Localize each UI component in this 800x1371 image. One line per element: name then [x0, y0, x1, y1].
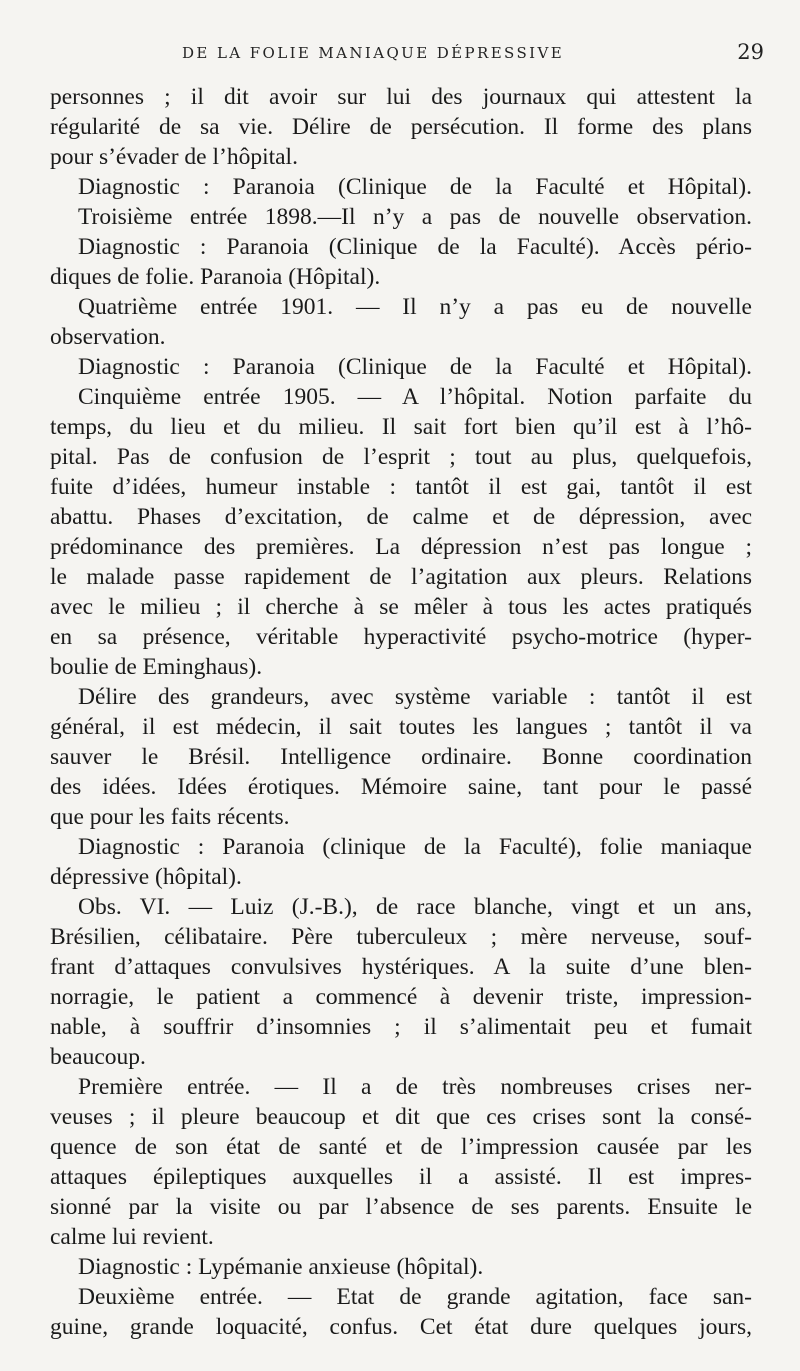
text-line: sionné par la visite ou par l’absence de ses parents. Ensuite le	[50, 1194, 752, 1220]
text-line: général, il est médecin, il sait toutes les langues ; tantôt il va	[50, 714, 752, 740]
text-line: abattu. Phases d’excitation, de calme et de dépression, avec	[50, 504, 752, 530]
text-line: Première entrée. — Il a de très nombreuses crises ner-	[78, 1074, 752, 1100]
text-line: boulie de Eminghaus).	[50, 654, 263, 680]
text-line: veuses ; il pleure beaucoup et dit que ces crises sont la consé-	[50, 1104, 752, 1130]
text-line: nable, à souffrir d’insomnies ; il s’alimentait peu et fumait	[50, 1014, 752, 1040]
text-line: en sa présence, véritable hyperactivité psycho-motrice (hyper-	[50, 624, 752, 650]
text-line: dépressive (hôpital).	[50, 864, 242, 890]
text-line: Obs. VI. — Luiz (J.-B.), de race blanche, vingt et un ans,	[78, 894, 752, 920]
text-line: pour s’évader de l’hôpital.	[50, 144, 298, 170]
text-line: observation.	[50, 324, 166, 350]
text-line: Diagnostic : Paranoia (Clinique de la Faculté et Hôpital).	[78, 354, 752, 380]
running-head: DE LA FOLIE MANIAQUE DÉPRESSIVE	[182, 44, 565, 62]
text-line: le malade passe rapidement de l’agitation aux pleurs. Relations	[50, 564, 752, 590]
text-line: avec le milieu ; il cherche à se mêler à tous les actes pratiqués	[50, 594, 752, 620]
text-line: fuite d’idées, humeur instable : tantôt il est gai, tantôt il est	[50, 474, 752, 500]
text-line: Diagnostic : Paranoia (Clinique de la Faculté). Accès pério-	[78, 234, 752, 260]
text-line: Délire des grandeurs, avec système variable : tantôt il est	[78, 684, 752, 710]
text-line: guine, grande loquacité, confus. Cet état dure quelques jours,	[50, 1314, 752, 1340]
text-line: des idées. Idées érotiques. Mémoire saine, tant pour le passé	[50, 774, 752, 800]
page-header	[52, 40, 768, 74]
text-line: frant d’attaques convulsives hystériques. A la suite d’une blen-	[50, 954, 752, 980]
text-line: Diagnostic : Paranoia (Clinique de la Faculté et Hôpital).	[78, 174, 752, 200]
text-line: Troisième entrée 1898.—Il n’y a pas de nouvelle observation.	[78, 204, 752, 230]
text-line: que pour les faits récents.	[50, 804, 290, 830]
body-text	[50, 82, 752, 1362]
text-line: calme lui revient.	[50, 1224, 214, 1250]
text-line: régularité de sa vie. Délire de persécution. Il forme des plans	[50, 114, 752, 140]
text-line: Brésilien, célibataire. Père tuberculeux ; mère nerveuse, souf-	[50, 924, 752, 950]
text-line: quence de son état de santé et de l’impression causée par les	[50, 1134, 752, 1160]
text-line: pital. Pas de confusion de l’esprit ; tout au plus, quelquefois,	[50, 444, 752, 470]
text-line: personnes ; il dit avoir sur lui des journaux qui attestent la	[50, 84, 752, 110]
text-line: temps, du lieu et du milieu. Il sait fort bien qu’il est à l’hô-	[50, 414, 752, 440]
text-line: sauver le Brésil. Intelligence ordinaire. Bonne coordination	[50, 744, 752, 770]
text-line: Deuxième entrée. — Etat de grande agitation, face san-	[78, 1284, 752, 1310]
text-line: Diagnostic : Lypémanie anxieuse (hôpital).	[78, 1254, 484, 1280]
text-line: norragie, le patient a commencé à devenir triste, impression-	[50, 984, 752, 1010]
page-number: 29	[737, 40, 764, 64]
text-line: beaucoup.	[50, 1044, 146, 1070]
text-line: Diagnostic : Paranoia (clinique de la Faculté), folie maniaque	[78, 834, 752, 860]
text-line: Quatrième entrée 1901. — Il n’y a pas eu de nouvelle	[78, 294, 752, 320]
text-line: prédominance des premières. La dépression n’est pas longue ;	[50, 534, 752, 560]
text-line: diques de folie. Paranoia (Hôpital).	[50, 264, 381, 290]
text-line: attaques épileptiques auxquelles il a assisté. Il est impres-	[50, 1164, 752, 1190]
text-line: Cinquième entrée 1905. — A l’hôpital. Notion parfaite du	[78, 384, 752, 410]
